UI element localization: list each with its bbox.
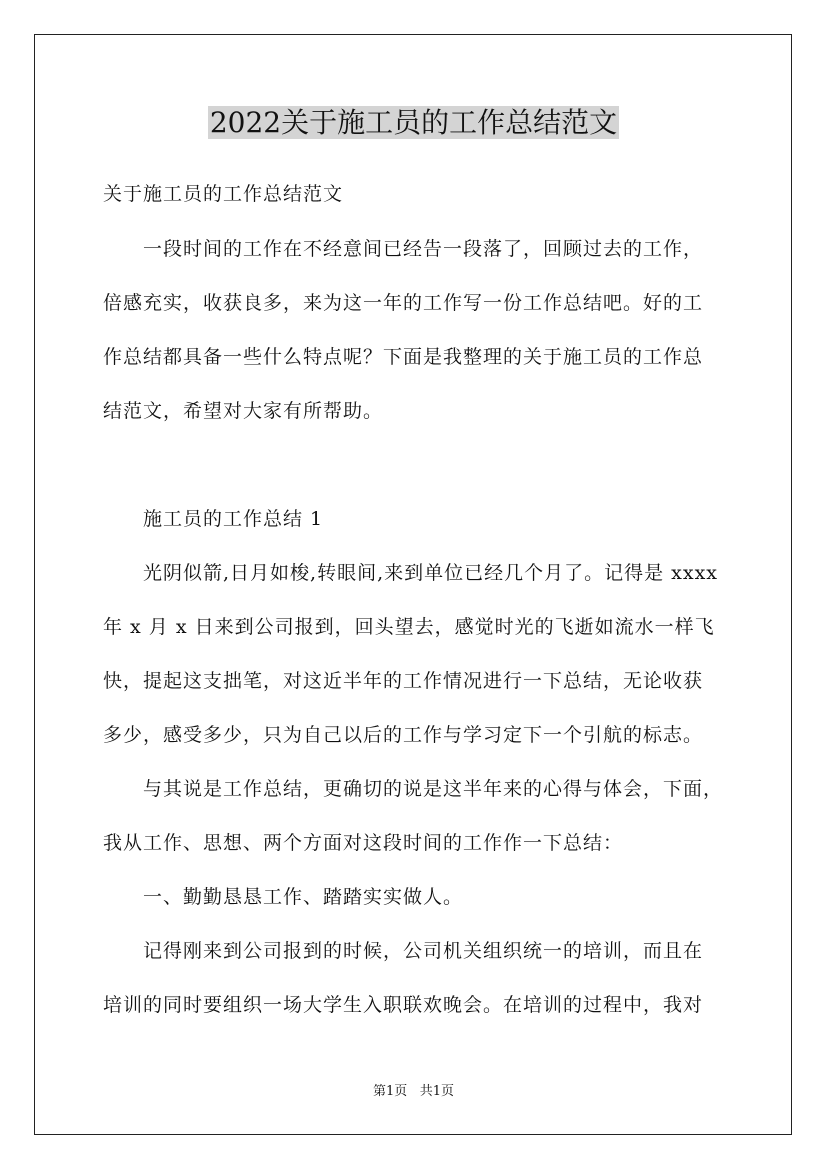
document-title-text: 2022关于施工员的工作总结范文 bbox=[209, 106, 618, 139]
body-line-8: 培训的同时要组织一场大学生入职联欢晚会。在培训的过程中，我对 bbox=[103, 994, 704, 1016]
body-line-2: 年 x 月 x 日来到公司报到，回头望去，感觉时光的飞逝如流水一样飞 bbox=[103, 616, 715, 638]
subsection-heading: 一、勤勤恳恳工作、踏踏实实做人。 bbox=[143, 886, 464, 908]
body-line-4: 多少，感受多少，只为自己以后的工作与学习定下一个引航的标志。 bbox=[103, 724, 704, 746]
intro-line-4: 结范文，希望对大家有所帮助。 bbox=[103, 400, 384, 422]
intro-line-1: 一段时间的工作在不经意间已经告一段落了，回顾过去的工作， bbox=[143, 238, 704, 260]
page-number: 第1页 bbox=[373, 1084, 408, 1099]
paragraph-heading: 关于施工员的工作总结范文 bbox=[103, 183, 344, 205]
body-line-7: 记得刚来到公司报到的时候，公司机关组织统一的培训，而且在 bbox=[143, 940, 704, 962]
body-line-1: 光阴似箭,日月如梭,转眼间,来到单位已经几个月了。记得是 xxxx bbox=[143, 562, 719, 584]
section-heading: 施工员的工作总结 1 bbox=[143, 508, 324, 530]
document-title bbox=[0, 101, 827, 145]
body-line-5: 与其说是工作总结，更确切的说是这半年来的心得与体会，下面， bbox=[143, 778, 724, 800]
body-line-6: 我从工作、思想、两个方面对这段时间的工作作一下总结： bbox=[103, 832, 624, 854]
body-line-3: 快，提起这支拙笔，对这近半年的工作情况进行一下总结，无论收获 bbox=[103, 670, 704, 692]
page-footer bbox=[0, 1083, 827, 1101]
page-total: 共1页 bbox=[419, 1084, 454, 1099]
intro-line-2: 倍感充实，收获良多，来为这一年的工作写一份工作总结吧。好的工 bbox=[103, 292, 704, 314]
intro-line-3: 作总结都具备一些什么特点呢？下面是我整理的关于施工员的工作总 bbox=[103, 346, 704, 368]
